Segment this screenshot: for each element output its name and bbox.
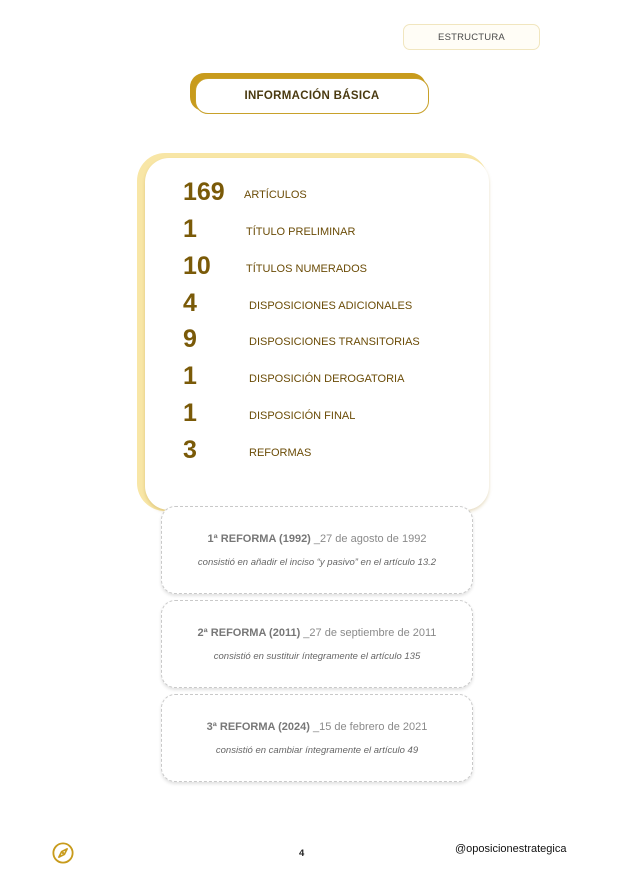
reform-title: 1ª REFORMA (1992) <box>207 533 311 545</box>
section-title: INFORMACIÓN BÁSICA <box>244 90 380 102</box>
reform-description: consistió en añadir el inciso “y pasivo” en el artículo 13.2 <box>197 557 437 568</box>
stat-label: DISPOSICIÓN FINAL <box>249 410 356 422</box>
stat-label: DISPOSICIONES TRANSITORIAS <box>249 336 420 348</box>
section-tag <box>403 24 540 50</box>
stat-number: 1 <box>183 215 197 243</box>
reform-title-line <box>162 721 472 733</box>
stat-label: TÍTULO PRELIMINAR <box>246 226 356 238</box>
social-handle: @oposicionestrategica <box>455 843 567 855</box>
stat-number: 1 <box>183 399 197 427</box>
reform-title-line <box>162 533 472 545</box>
stat-label: DISPOSICIÓN DEROGATORIA <box>249 373 405 385</box>
reform-card-1 <box>161 506 473 594</box>
stat-number: 10 <box>183 252 211 280</box>
stat-number: 9 <box>183 325 197 353</box>
reform-title: 3ª REFORMA (2024) <box>206 721 310 733</box>
stat-number: 4 <box>183 289 197 317</box>
reform-description: consistió en sustituir íntegramente el artículo 135 <box>213 651 421 662</box>
section-title-box <box>195 78 429 114</box>
page-number: 4 <box>299 848 305 859</box>
reform-date: _27 de septiembre de 2011 <box>300 627 437 639</box>
reform-card-3 <box>161 694 473 782</box>
stat-label: DISPOSICIONES ADICIONALES <box>249 300 413 312</box>
reform-date: _27 de agosto de 1992 <box>310 533 427 545</box>
stat-label: REFORMAS <box>249 447 312 459</box>
stat-label: ARTÍCULOS <box>244 189 307 201</box>
reform-title: 2ª REFORMA (2011) <box>197 627 301 639</box>
reform-title-line <box>162 627 472 639</box>
stat-number: 1 <box>183 362 197 390</box>
reform-description: consistió en cambiar íntegramente el artículo 49 <box>215 745 419 756</box>
stat-number: 3 <box>183 436 197 464</box>
reform-date: _15 de febrero de 2021 <box>309 721 428 733</box>
section-tag-label: ESTRUCTURA <box>438 31 505 43</box>
reform-card-2 <box>161 600 473 688</box>
compass-icon <box>52 842 74 864</box>
stat-label: TÍTULOS NUMERADOS <box>246 263 368 275</box>
stat-number: 169 <box>183 178 225 206</box>
